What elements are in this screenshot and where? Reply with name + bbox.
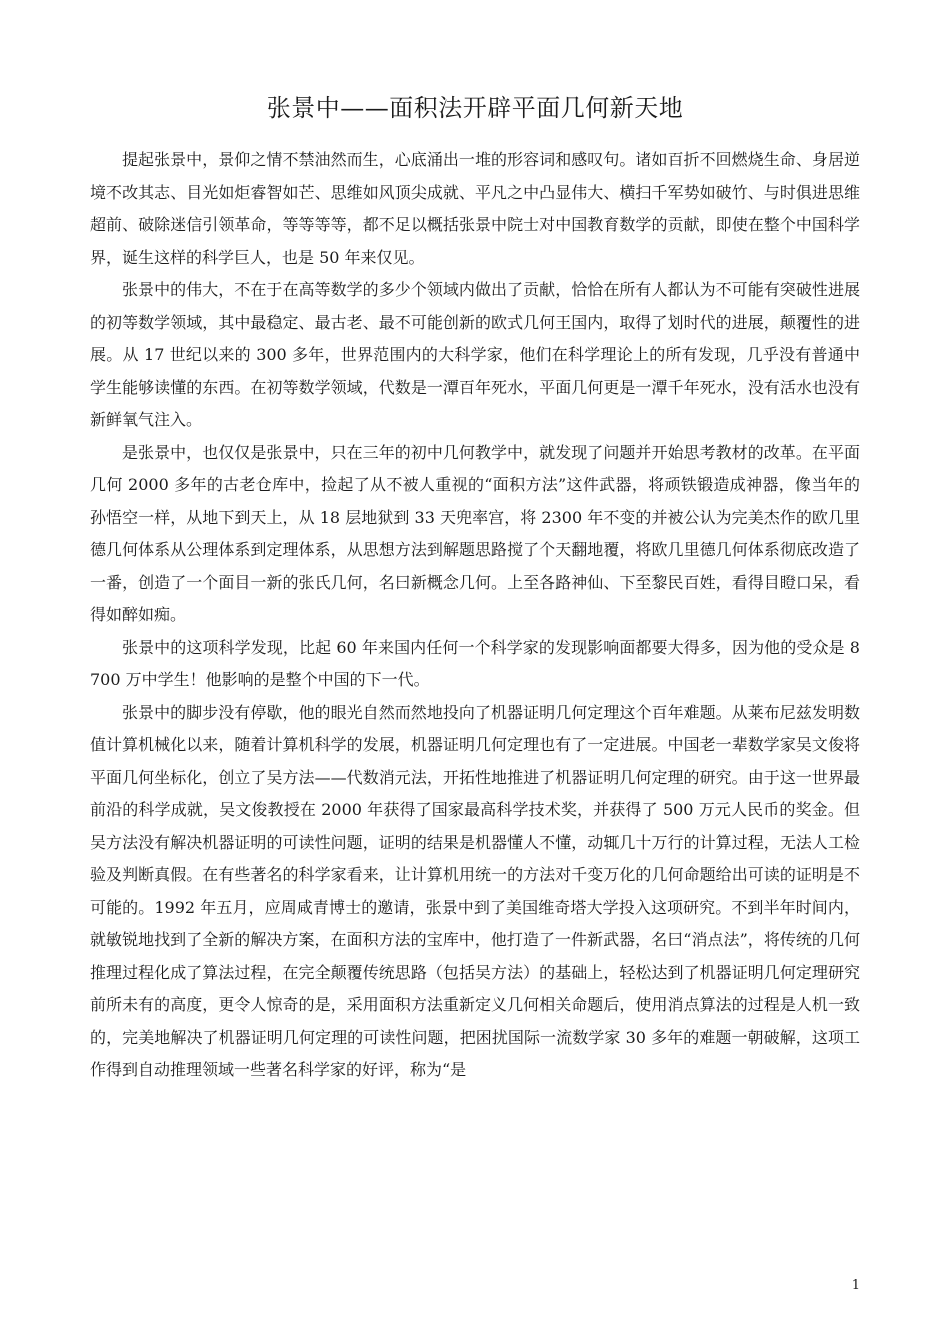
document-title: 张景中——面积法开辟平面几何新天地 — [266, 94, 684, 122]
paragraph: 张景中的脚步没有停歇，他的眼光自然而然地投向了机器证明几何定理这个百年难题。从莱布尼兹发明数值计算机械化以来，随着计算机科学的发展，机器证明几何定理也有了一定进展。中国老一辈数学家吴文俊将平面几何坐标化，创立了吴方法——代数消元法，开拓性地推进了机器证明几何定理的研究。由于这一世界最前沿的科学成就，吴文俊教授在 2000 年获得了国家最高科学技术奖，并获得了 500 万元人民币的奖金。但吴方法没有解决机器证明的可读性问题，证明的结果是机器懂人不懂，动辄几十万行的计算过程，无法人工检验及判断真假。在有些著名的科学家看来，让计算机用统一的方法对千变万化的几何命题给出可读的证明是不可能的。1992 年五月，应周咸青博士的邀请，张景中到了美国维奇塔大学投入这项研究。不到半年时间内，就敏锐地找到了全新的解决方案，在面积方法的宝库中，他打造了一件新武器，名曰“消点法”，将传统的几何推理过程化成了算法过程，在完全颠覆传统思路（包括吴方法）的基础上，轻松达到了机器证明几何定理研究前所未有的高度，更令人惊奇的是，采用面积方法重新定义几何相关命题后，使用消点算法的过程是人机一致的，完美地解决了机器证明几何定理的可读性问题，把困扰国际一流数学家 30 多年的难题一朝破解，这项工作得到自动推理领域一些著名科学家的好评，称为“是 — [90, 702, 860, 1079]
document-body — [90, 144, 860, 1087]
paragraph: 张景中的这项科学发现，比起 60 年来国内任何一个科学家的发现影响面都要大得多，因为他的受众是 8700 万中学生！他影响的是整个中国的下一代。 — [90, 637, 860, 689]
page-number: 1 — [851, 1278, 860, 1293]
paragraph: 张景中的伟大，不在于在高等数学的多少个领域内做出了贡献，恰恰在所有人都认为不可能有突破性进展的初等数学领域，其中最稳定、最古老、最不可能创新的欧式几何王国内，取得了划时代的进展，颠覆性的进展。从 17 世纪以来的 300 多年，世界范围内的大科学家，他们在科学理论上的所有发现，几乎没有普通中学生能够读懂的东西。在初等数学领域，代数是一潭百年死水，平面几何更是一潭千年死水，没有活水也没有新鲜氧气注入。 — [90, 280, 860, 429]
paragraph: 是张景中，也仅仅是张景中，只在三年的初中几何教学中，就发现了问题并开始思考教材的改革。在平面几何 2000 多年的古老仓库中，捡起了从不被人重视的“面积方法”这件武器，将顽铁锻造成神器，像当年的孙悟空一样，从地下到天上，从 18 层地狱到 33 天兜率宫，将 2300 年不变的并被公认为完美杰作的欧几里德几何体系从公理体系到定理体系，从思想方法到解题思路搅了个天翻地覆，将欧几里德几何体系彻底改造了一番，创造了一个面目一新的张氏几何，名曰新概念几何。上至各路神仙、下至黎民百姓，看得目瞪口呆，看得如醉如痴。 — [90, 442, 860, 624]
paragraph: 提起张景中，景仰之情不禁油然而生，心底涌出一堆的形容词和感叹句。诸如百折不回燃烧生命、身居逆境不改其志、目光如炬睿智如芒、思维如风顶尖成就、平凡之中凸显伟大、横扫千军势如破竹、与时俱进思维超前、破除迷信引领革命，等等等等，都不足以概括张景中院士对中国教育数学的贡献，即使在整个中国科学界，诞生这样的科学巨人，也是 50 年来仅见。 — [90, 150, 860, 267]
